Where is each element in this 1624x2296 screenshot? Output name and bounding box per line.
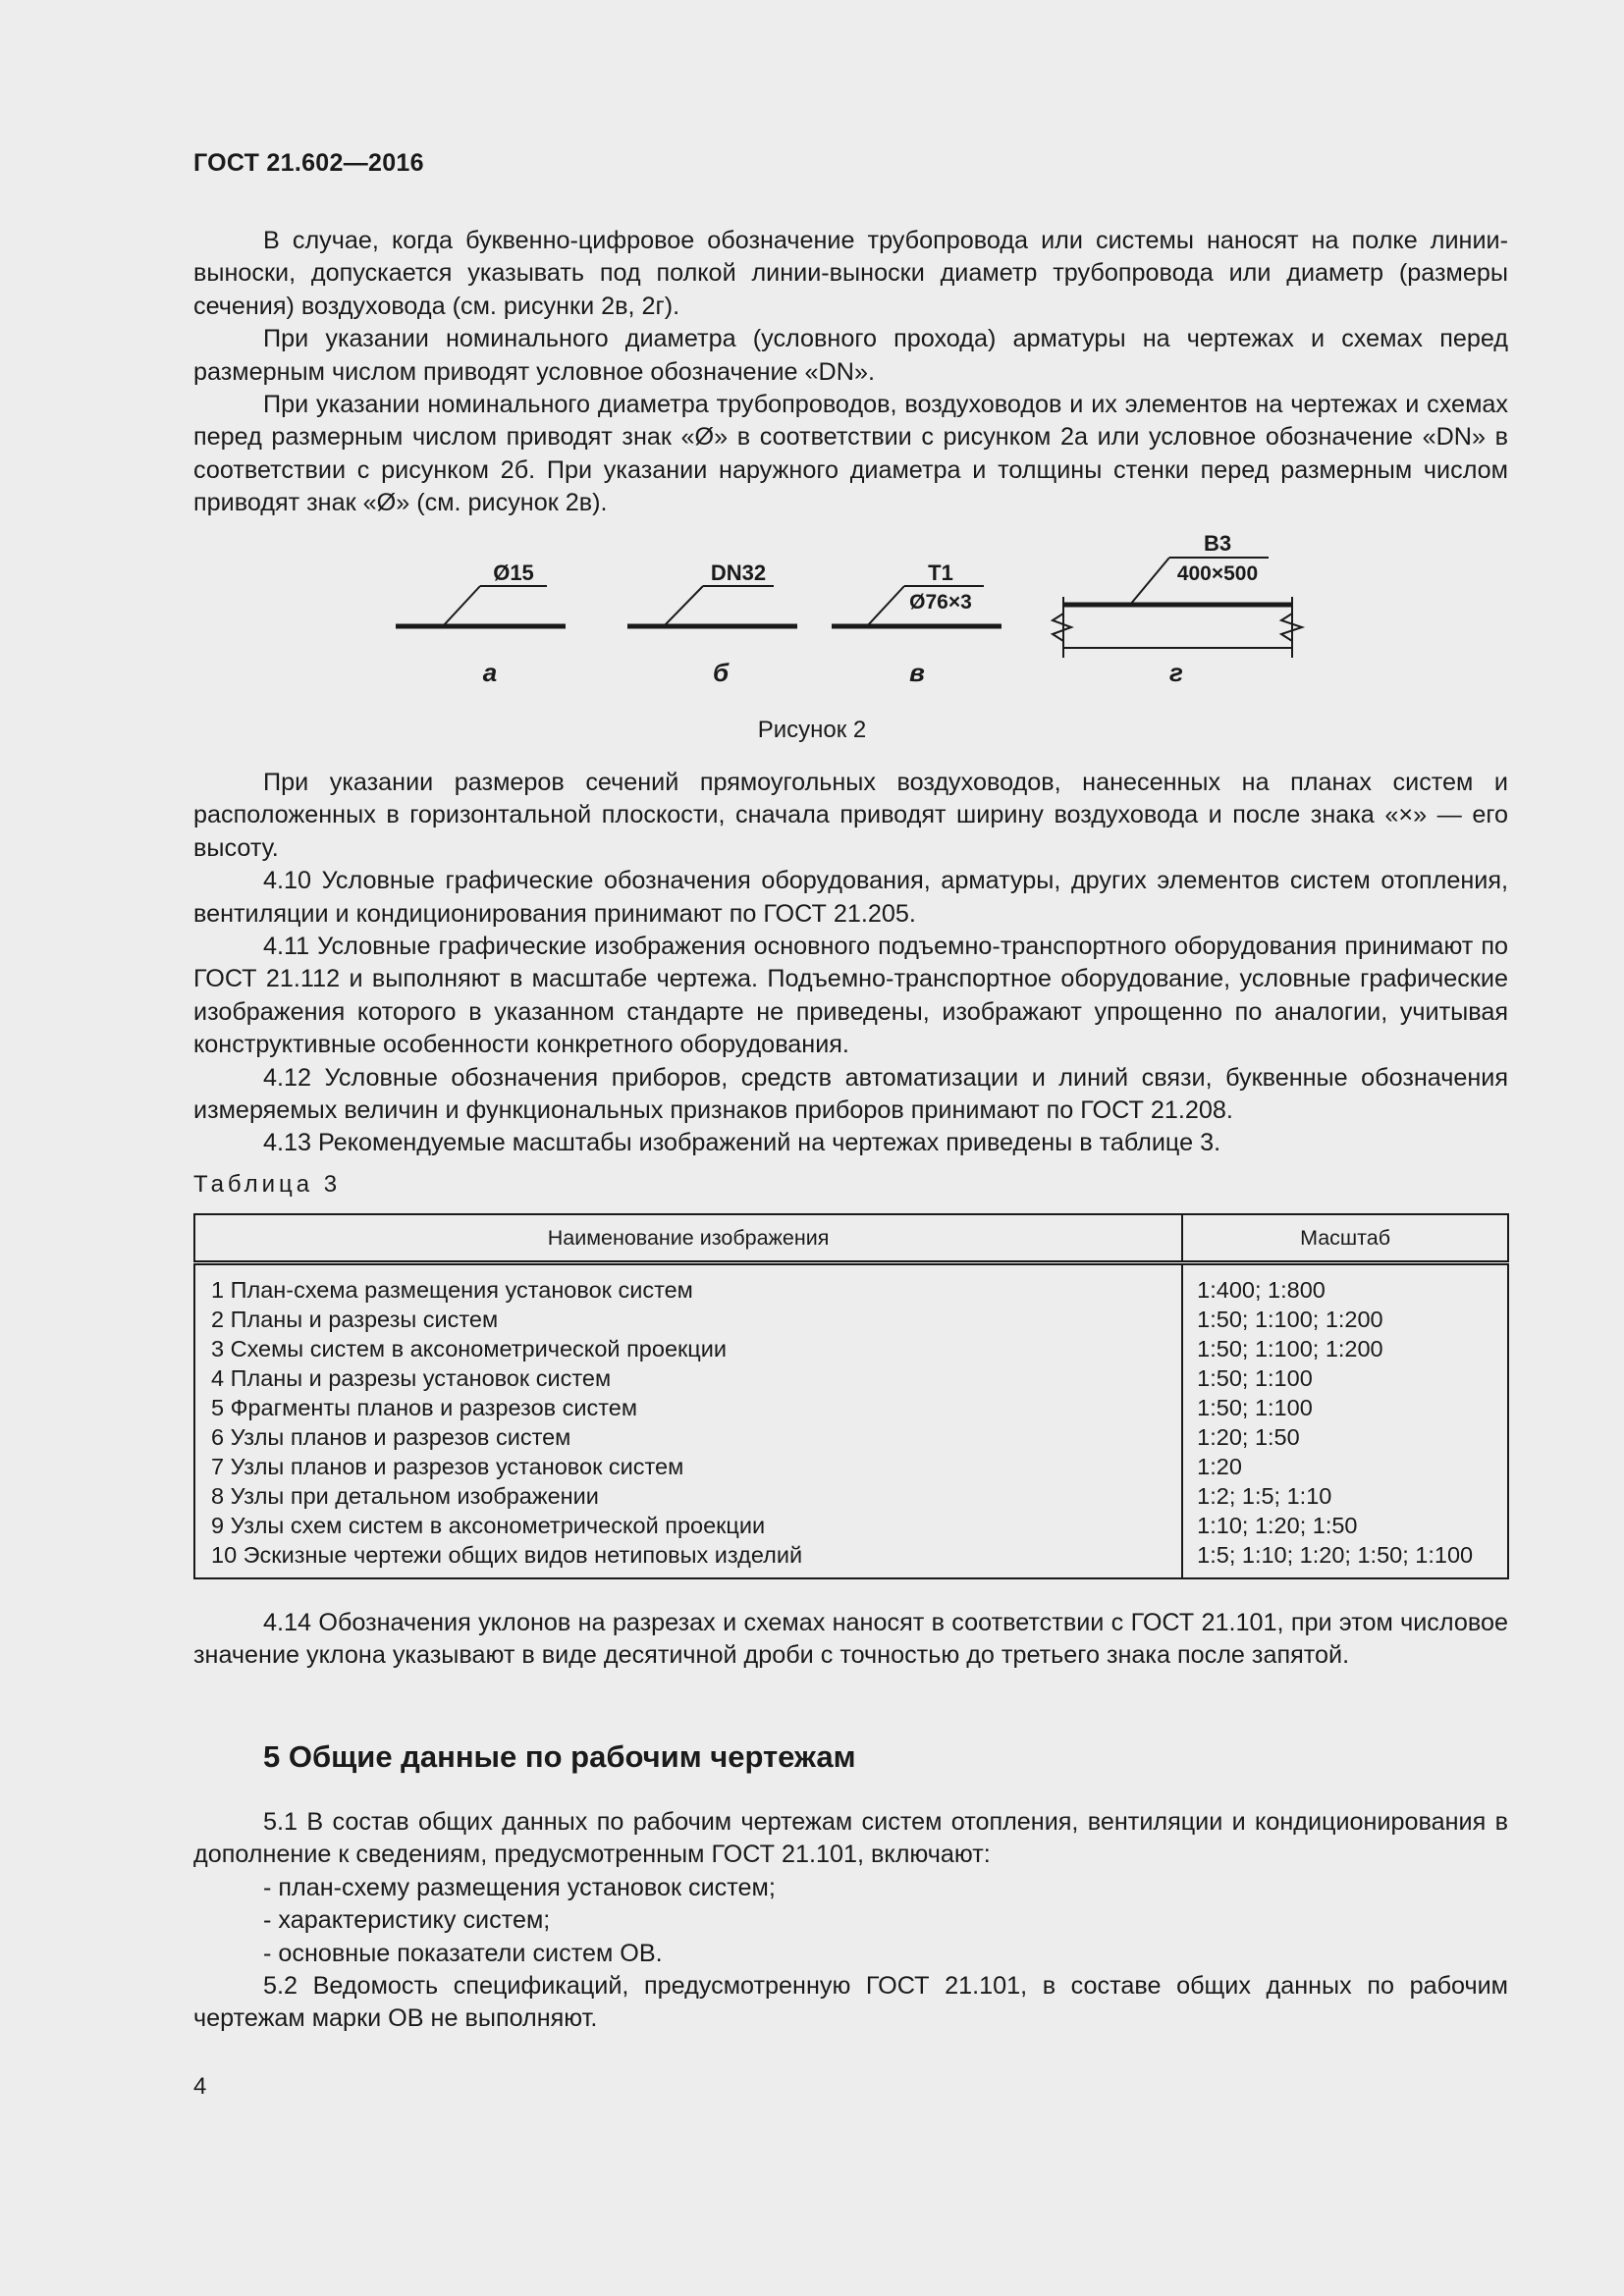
section-5-block bbox=[193, 1806, 1508, 2036]
body-block bbox=[193, 767, 1508, 1160]
table-cell-name: 9 Узлы схем систем в аксонометрической проекции bbox=[211, 1513, 766, 1538]
paragraph-5-1: 5.1 В состав общих данных по рабочим чертежам систем отопления, вентиляции и кондиционирования в дополнение к сведениям, предусмотренным ГОСТ 21.101, включают: bbox=[193, 1808, 1508, 1869]
table-cell-name: 8 Узлы при детальном изображении bbox=[211, 1483, 599, 1509]
figure-2-drawing bbox=[0, 525, 1624, 712]
table-column-scales bbox=[1182, 1263, 1508, 1579]
label-v-bottom: Ø76×3 bbox=[909, 591, 972, 614]
paragraph-4-14: 4.14 Обозначения уклонов на разрезах и схемах наносят в соответствии с ГОСТ 21.101, при этом числовое значение уклона указывают в виде десятичной дроби с точностью до третьего знака после запятой. bbox=[193, 1609, 1508, 1670]
table-cell-name: 7 Узлы планов и разрезов установок систем bbox=[211, 1454, 684, 1479]
section-5-heading: 5 Общие данные по рабочим чертежам bbox=[263, 1739, 856, 1774]
paragraph-intro-1: В случае, когда буквенно-цифровое обозначение трубопровода или системы наносят на полке линии-выноски, допускается указывать под полкой линии-выноски диаметр трубопровода или диаметр (размеры сечения) воздуховода (см. рисунки 2в, 2г). bbox=[193, 227, 1508, 320]
leader-line-a bbox=[443, 586, 480, 626]
table-cell-scale: 1:2; 1:5; 1:10 bbox=[1197, 1483, 1332, 1509]
figure-2v bbox=[832, 561, 1001, 687]
page-number: 4 bbox=[193, 2073, 207, 2100]
letter-a: а bbox=[482, 658, 498, 687]
paragraph-4-10: 4.10 Условные графические обозначения оборудования, арматуры, других элементов систем отопления, вентиляции и кондиционирования принимают по ГОСТ 21.205. bbox=[193, 867, 1508, 928]
list-item: - основные показатели систем ОВ. bbox=[263, 1939, 663, 1967]
label-g-top: В3 bbox=[1203, 531, 1232, 556]
table-cell-scale: 1:10; 1:20; 1:50 bbox=[1197, 1513, 1358, 1538]
leader-line-g bbox=[1130, 558, 1169, 605]
paragraph-4-12: 4.12 Условные обозначения приборов, средств автоматизации и линий связи, буквенные обозначения измеряемых величин и функциональных признаков приборов принимают по ГОСТ 21.208. bbox=[193, 1063, 1508, 1125]
figure-2b bbox=[627, 561, 797, 687]
table-cell-name: 5 Фрагменты планов и разрезов систем bbox=[211, 1395, 638, 1420]
table-cell-scale: 1:400; 1:800 bbox=[1197, 1277, 1326, 1303]
leader-line-v bbox=[867, 586, 904, 626]
label-v-top: Т1 bbox=[928, 561, 953, 585]
table-column-names bbox=[194, 1263, 1182, 1579]
table-cell-scale: 1:20 bbox=[1197, 1454, 1242, 1479]
table-cell-name: 6 Узлы планов и разрезов систем bbox=[211, 1424, 571, 1450]
intro-block bbox=[193, 225, 1508, 520]
table-cell-scale: 1:50; 1:100 bbox=[1197, 1395, 1313, 1420]
table-cell-name: 1 План-схема размещения установок систем bbox=[211, 1277, 693, 1303]
table-cell-name: 10 Эскизные чертежи общих видов нетиповых изделий bbox=[211, 1542, 803, 1568]
label-a: Ø15 bbox=[493, 561, 534, 585]
column-header-scale: Масштаб bbox=[1182, 1214, 1508, 1263]
table-cell-scale: 1:5; 1:10; 1:20; 1:50; 1:100 bbox=[1197, 1542, 1474, 1568]
label-b: DN32 bbox=[710, 561, 767, 585]
list-item: - характеристику систем; bbox=[263, 1906, 551, 1935]
table-caption: Таблица 3 bbox=[193, 1171, 342, 1198]
scales-table bbox=[193, 1213, 1509, 1579]
leader-line-b bbox=[664, 586, 703, 626]
figure-caption: Рисунок 2 bbox=[757, 717, 867, 743]
paragraph-duct-sizes: При указании размеров сечений прямоугольных воздуховодов, нанесенных на планах систем и расположенных в горизонтальной плоскости, сначала приводят ширину воздуховода и после знака «×» — его высоту. bbox=[193, 769, 1508, 862]
table-cell-name: 3 Схемы систем в аксонометрической проекции bbox=[211, 1336, 728, 1362]
paragraph-intro-3: При указании номинального диаметра трубопроводов, воздуховодов и их элементов на чертежах и схемах перед размерным числом приводят знак «Ø» в соответствии с рисунком 2а или условное обозначение «DN» в соответствии с рисунком 2б. При указании наружного диаметра и толщины стенки перед размерным числом приводят знак «Ø» (см. рисунок 2в). bbox=[193, 391, 1508, 517]
table-cell-scale: 1:50; 1:100; 1:200 bbox=[1197, 1336, 1383, 1362]
letter-b: б bbox=[712, 658, 730, 687]
letter-v: в bbox=[909, 658, 925, 687]
table-body-row bbox=[194, 1263, 1508, 1579]
figure-2a bbox=[396, 561, 566, 687]
table-cell-scale: 1:50; 1:100; 1:200 bbox=[1197, 1307, 1383, 1332]
label-g-bottom: 400×500 bbox=[1176, 562, 1259, 585]
paragraph-5-2: 5.2 Ведомость спецификаций, предусмотренную ГОСТ 21.101, в составе общих данных по рабочим чертежам марки ОВ не выполняют. bbox=[193, 1972, 1508, 2033]
document-code-header: ГОСТ 21.602—2016 bbox=[193, 149, 424, 177]
table-cell-scale: 1:50; 1:100 bbox=[1197, 1365, 1313, 1391]
table-cell-name: 4 Планы и разрезы установок систем bbox=[211, 1365, 612, 1391]
list-item: - план-схему размещения установок систем; bbox=[263, 1873, 776, 1901]
column-header-name: Наименование изображения bbox=[194, 1214, 1182, 1263]
table-cell-name: 2 Планы и разрезы систем bbox=[211, 1307, 499, 1332]
table-cell-scale: 1:20; 1:50 bbox=[1197, 1424, 1300, 1450]
break-mark-left bbox=[1053, 614, 1071, 641]
table-header-row bbox=[194, 1214, 1508, 1263]
figure-2g bbox=[1053, 531, 1302, 687]
paragraph-intro-2: При указании номинального диаметра (условного прохода) арматуры на чертежах и схемах перед размерным числом приводят условное обозначение «DN». bbox=[193, 325, 1508, 386]
paragraph-4-13: 4.13 Рекомендуемые масштабы изображений на чертежах приведены в таблице 3. bbox=[263, 1129, 1221, 1157]
paragraph-4-11: 4.11 Условные графические изображения основного подъемно-транспортного оборудования принимают по ГОСТ 21.112 и выполняют в масштабе чертежа. Подъемно-транспортное оборудование, условные графические изображения которого в указанном стандарте не приведены, изображают упрощенно по аналогии, учитывая конструктивные особенности конкретного оборудования. bbox=[193, 933, 1508, 1059]
after-table-block bbox=[193, 1607, 1508, 1673]
letter-g: г bbox=[1169, 658, 1183, 687]
